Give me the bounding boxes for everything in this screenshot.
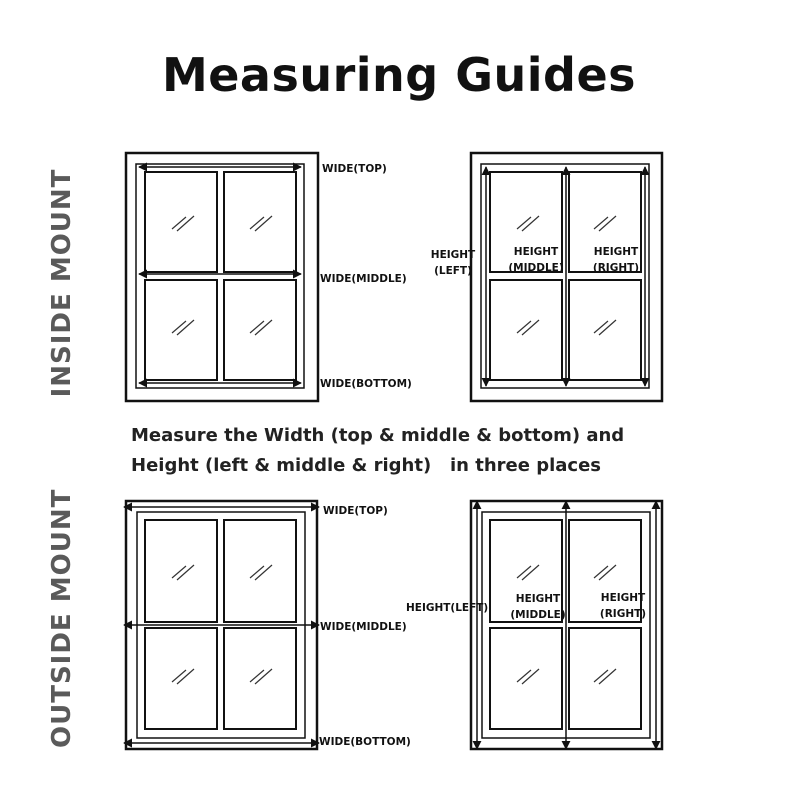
label-wide-middle-outside: WIDE(MIDDLE) (320, 621, 407, 633)
label-height-middle-outside-2: (MIDDLE) (510, 609, 566, 621)
label-wide-top-outside: WIDE(TOP) (323, 505, 388, 517)
inside-height-window (431, 153, 662, 401)
outside-mount-label: OUTSIDE MOUNT (47, 488, 77, 748)
outside-width-window (124, 501, 411, 749)
label-wide-bottom: WIDE(BOTTOM) (320, 378, 412, 390)
label-height-middle-2: (MIDDLE) (508, 262, 564, 274)
inside-mount-label: INSIDE MOUNT (47, 168, 77, 398)
label-height-right-1: HEIGHT (593, 246, 639, 258)
label-height-left-outside: HEIGHT(LEFT) (406, 602, 489, 614)
label-height-left-1: HEIGHT (430, 249, 476, 261)
instruction-line-2: Height (left & middle & right) in three places (131, 455, 601, 476)
label-height-right-outside-2: (RIGHT) (599, 608, 647, 620)
label-wide-middle: WIDE(MIDDLE) (320, 273, 407, 285)
outside-height-window (406, 501, 662, 749)
label-height-right-outside-1: HEIGHT (600, 592, 646, 604)
label-height-middle-1: HEIGHT (513, 246, 559, 258)
label-height-right-2: (RIGHT) (592, 262, 640, 274)
inside-width-window (126, 153, 412, 401)
instruction-line-1: Measure the Width (top & middle & bottom) and (131, 425, 625, 446)
label-height-left-2: (LEFT) (434, 265, 472, 277)
label-height-middle-outside-1: HEIGHT (515, 593, 561, 605)
label-wide-bottom-outside: WIDE(BOTTOM) (319, 736, 411, 748)
label-wide-top: WIDE(TOP) (322, 163, 387, 175)
page-title: Measuring Guides (161, 48, 637, 102)
